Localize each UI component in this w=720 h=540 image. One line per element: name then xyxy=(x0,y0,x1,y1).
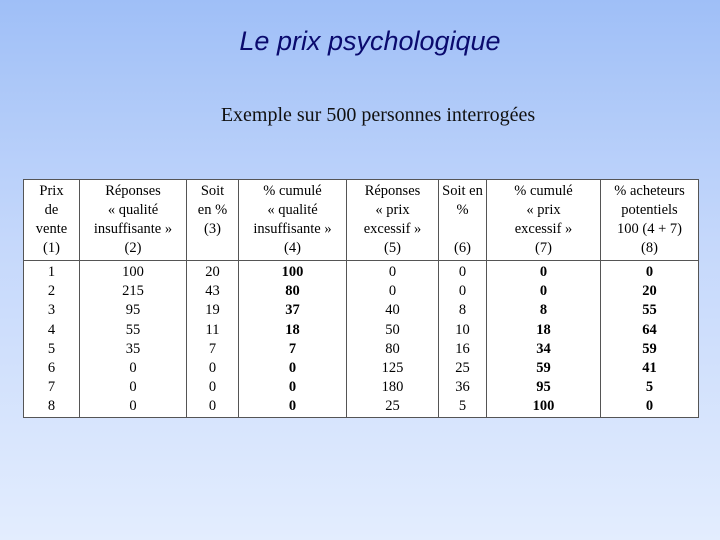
table-cell: 0 xyxy=(208,360,217,377)
column-header-line: vente xyxy=(35,221,68,237)
table-cell: 0 xyxy=(645,398,654,415)
column-header-line: % acheteurs xyxy=(614,183,685,199)
table-cell: 100 xyxy=(532,398,555,415)
column-header-line: Réponses xyxy=(364,183,421,199)
table-cell: 0 xyxy=(388,264,397,280)
slide-subtitle: Exemple sur 500 personnes interrogées xyxy=(220,104,536,126)
column-header-line: excessif » xyxy=(363,221,422,237)
column-header-4 xyxy=(239,180,347,261)
table-cell: 16 xyxy=(455,340,470,357)
table-cell: 5 xyxy=(47,340,56,357)
table-cell: 215 xyxy=(122,283,144,300)
table-body-row xyxy=(24,261,699,418)
table-cell: 0 xyxy=(288,360,297,377)
column-header-line: (3) xyxy=(204,221,221,237)
table-cell: 80 xyxy=(385,340,400,357)
table-cell: 35 xyxy=(125,340,141,357)
column-header-line: 100 (4 + 7) xyxy=(617,221,682,237)
table-cell: 2 xyxy=(47,283,56,300)
table-cell: 25 xyxy=(385,398,400,415)
table-cell: 0 xyxy=(458,283,467,300)
table-cell: 20 xyxy=(205,264,220,280)
column-header-5 xyxy=(347,180,439,261)
table-cell: 0 xyxy=(645,264,654,280)
column-header-line: (8) xyxy=(641,240,658,256)
column-header-line: (2) xyxy=(124,240,142,256)
column-header-line: (6) xyxy=(454,240,471,256)
table-cell: 0 xyxy=(288,398,297,415)
table-cell: 100 xyxy=(281,264,304,280)
column-header-line: « qualité xyxy=(107,202,159,218)
table-cell: 125 xyxy=(381,360,404,377)
table-cell: 0 xyxy=(539,283,548,300)
column-values-2 xyxy=(80,261,187,418)
column-header-line: Réponses xyxy=(105,183,161,199)
table-cell: 0 xyxy=(288,379,297,396)
table-cell: 7 xyxy=(47,379,56,396)
column-header-line: Soit xyxy=(200,183,225,199)
column-values-1 xyxy=(24,261,80,418)
table-cell: 55 xyxy=(642,302,657,319)
slide-title: Le prix psychologique xyxy=(239,26,501,56)
table-cell: 37 xyxy=(285,302,300,319)
table-cell: 6 xyxy=(47,360,56,377)
column-values-7 xyxy=(487,261,601,418)
column-header-2 xyxy=(80,180,187,261)
column-values-6 xyxy=(439,261,487,418)
column-header-line: (4) xyxy=(284,240,301,256)
table-cell: 25 xyxy=(455,360,470,377)
table-cell: 34 xyxy=(536,340,551,357)
column-header-line: en % xyxy=(197,202,228,218)
column-header-line: excessif » xyxy=(514,221,573,237)
table-cell: 4 xyxy=(47,321,56,338)
column-header-line: % cumulé xyxy=(263,183,322,199)
table-cell: 55 xyxy=(125,321,141,338)
column-header-line: Soit en xyxy=(442,183,483,199)
table-cell: 0 xyxy=(458,264,467,280)
table-cell: 3 xyxy=(47,302,56,319)
table-cell: 95 xyxy=(536,379,551,396)
column-header-line: potentiels xyxy=(621,202,678,218)
column-header-1 xyxy=(24,180,80,261)
column-header-3 xyxy=(187,180,239,261)
table-cell: 59 xyxy=(536,360,551,377)
table-cell: 0 xyxy=(208,379,217,396)
column-values-4 xyxy=(239,261,347,418)
table-cell: 40 xyxy=(385,302,400,319)
column-header-line: % xyxy=(456,202,469,218)
column-header-line: Prix xyxy=(39,183,64,199)
column-values-8 xyxy=(601,261,699,418)
table-cell: 18 xyxy=(536,321,551,338)
table-cell: 11 xyxy=(205,321,220,338)
table-cell: 100 xyxy=(122,264,144,280)
table-cell: 43 xyxy=(205,283,220,300)
column-header-line: % cumulé xyxy=(514,183,573,199)
price-table xyxy=(23,179,699,418)
column-header-6 xyxy=(439,180,487,261)
table-cell: 8 xyxy=(539,302,548,319)
column-header-line: « qualité xyxy=(267,202,318,218)
table-cell: 36 xyxy=(455,379,470,396)
table-cell: 41 xyxy=(642,360,657,377)
table-cell: 7 xyxy=(288,340,297,357)
table-cell: 19 xyxy=(205,302,220,319)
table-cell: 0 xyxy=(208,398,217,415)
table-cell: 0 xyxy=(129,379,137,396)
column-header-line: (5) xyxy=(384,240,401,256)
column-values-3 xyxy=(187,261,239,418)
column-header-line xyxy=(439,220,486,239)
table-cell: 0 xyxy=(539,264,548,280)
column-header-line: « prix xyxy=(375,202,410,218)
table-cell: 59 xyxy=(642,340,657,357)
table-cell: 8 xyxy=(458,302,467,319)
column-header-line: (7) xyxy=(535,240,552,256)
column-header-line: de xyxy=(44,202,59,218)
column-header-line: « prix xyxy=(526,202,561,218)
column-header-line: insuffisante » xyxy=(93,221,173,237)
table-cell: 95 xyxy=(125,302,141,319)
table-cell: 50 xyxy=(385,321,400,338)
table-cell: 5 xyxy=(458,398,467,415)
table-cell: 80 xyxy=(285,283,300,300)
table-cell: 18 xyxy=(285,321,300,338)
table-header-row xyxy=(24,180,699,261)
table-cell: 64 xyxy=(642,321,657,338)
table-cell: 5 xyxy=(645,379,654,396)
table-cell: 7 xyxy=(208,340,217,357)
table-cell: 8 xyxy=(47,398,56,415)
column-header-line: (1) xyxy=(43,240,60,256)
column-values-5 xyxy=(347,261,439,418)
column-header-8 xyxy=(601,180,699,261)
table-cell: 1 xyxy=(47,264,56,280)
table-cell: 0 xyxy=(388,283,397,300)
table-cell: 20 xyxy=(642,283,657,300)
table-cell: 10 xyxy=(455,321,470,338)
column-header-line: insuffisante » xyxy=(253,221,332,237)
table-cell: 0 xyxy=(129,360,137,377)
column-header-7 xyxy=(487,180,601,261)
table-cell: 180 xyxy=(381,379,404,396)
table-cell: 0 xyxy=(129,398,137,415)
